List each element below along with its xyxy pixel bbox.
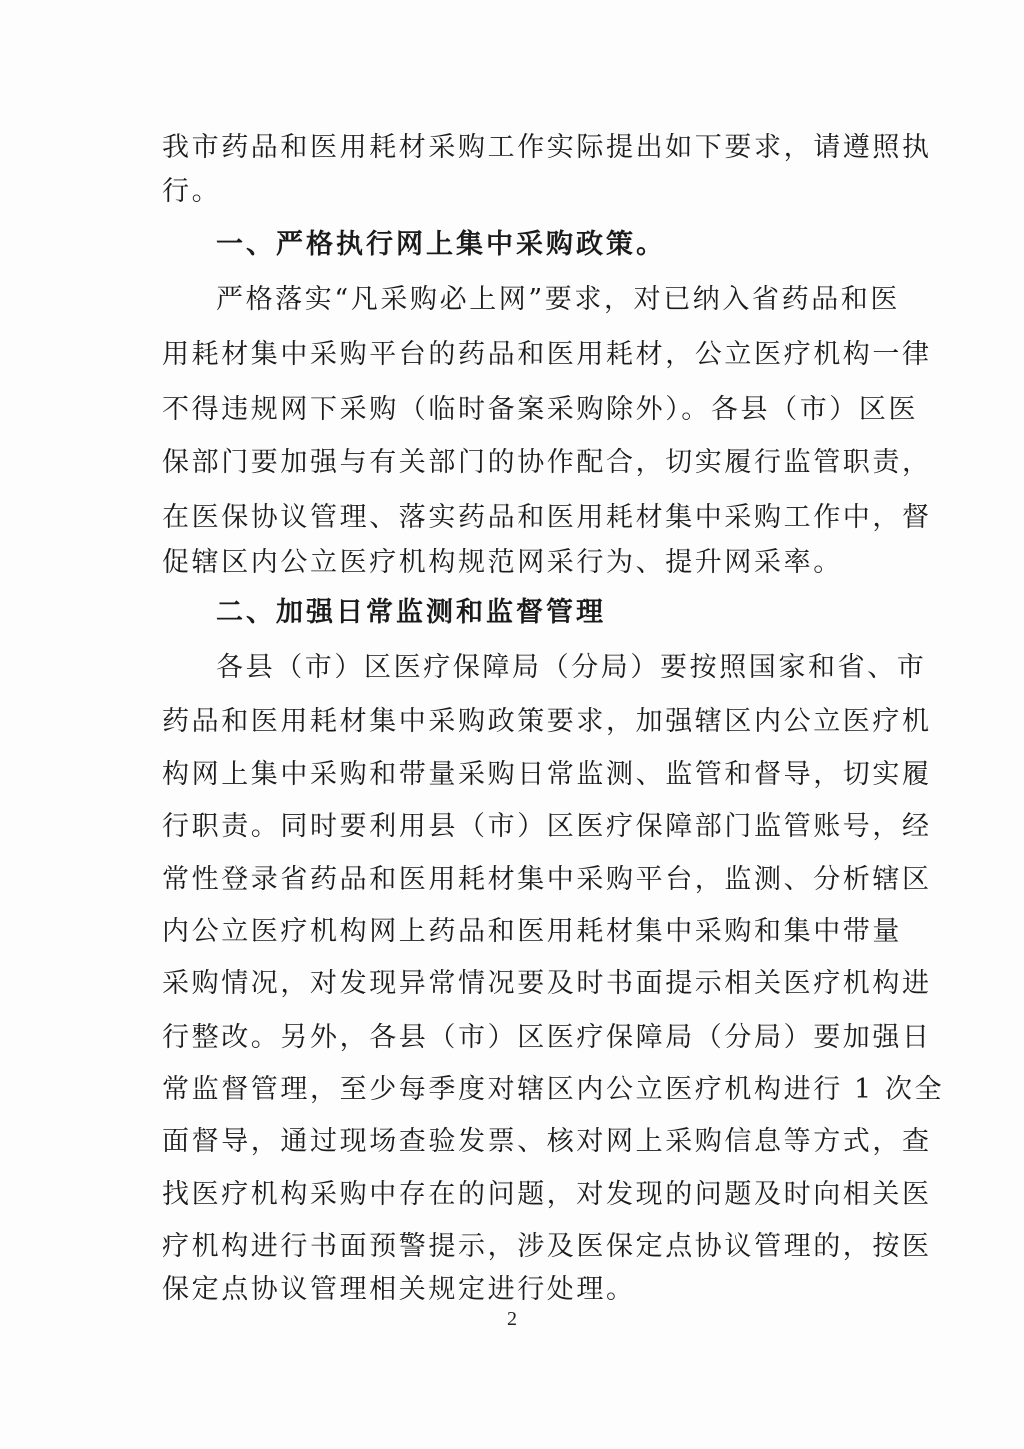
body-text-line: 不得违规网下采购（临时备案采购除外）。各县（市）区医 xyxy=(162,394,919,425)
body-text-line: 行。 xyxy=(162,176,222,207)
body-text-line: 严格落实“凡采购必上网”要求，对已纳入省药品和医 xyxy=(216,284,901,315)
page-number: 2 xyxy=(507,1308,517,1330)
body-text-line: 我市药品和医用耗材采购工作实际提出如下要求，请遵照执 xyxy=(162,132,932,163)
body-text-line: 行整改。另外，各县（市）区医疗保障局（分局）要加强日 xyxy=(162,1022,932,1053)
body-text-line: 促辖区内公立医疗机构规范网采行为、提升网采率。 xyxy=(162,547,843,578)
body-text-line: 内公立医疗机构网上药品和医用耗材集中采购和集中带量 xyxy=(162,916,902,947)
body-text-line: 药品和医用耗材集中采购政策要求，加强辖区内公立医疗机 xyxy=(162,706,932,737)
body-text-line: 在医保协议管理、落实药品和医用耗材集中采购工作中，督 xyxy=(162,502,932,533)
body-text-line: 行职责。同时要利用县（市）区医疗保障部门监管账号，经 xyxy=(162,811,932,842)
body-text-line: 构网上集中采购和带量采购日常监测、监管和督导，切实履 xyxy=(162,759,932,790)
body-text-line: 常性登录省药品和医用耗材集中采购平台，监测、分析辖区 xyxy=(162,864,932,895)
body-text-line: 保部门要加强与有关部门的协作配合，切实履行监管职责， xyxy=(162,447,932,478)
body-text-line: 用耗材集中采购平台的药品和医用耗材，公立医疗机构一律 xyxy=(162,339,932,370)
body-text-line: 保定点协议管理相关规定进行处理。 xyxy=(162,1274,636,1305)
body-text-line: 找医疗机构采购中存在的问题，对发现的问题及时向相关医 xyxy=(162,1179,932,1210)
section-heading-1: 一、严格执行网上集中采购政策。 xyxy=(216,229,666,260)
body-text-line: 疗机构进行书面预警提示，涉及医保定点协议管理的，按医 xyxy=(162,1231,932,1262)
body-text-line: 常监督管理，至少每季度对辖区内公立医疗机构进行 1 次全 xyxy=(162,1074,945,1105)
section-heading-2: 二、加强日常监测和监督管理 xyxy=(216,597,606,628)
body-text-line: 采购情况，对发现异常情况要及时书面提示相关医疗机构进 xyxy=(162,968,932,999)
body-text-line: 面督导，通过现场查验发票、核对网上采购信息等方式，查 xyxy=(162,1126,932,1157)
body-text-line: 各县（市）区医疗保障局（分局）要按照国家和省、市 xyxy=(216,652,927,683)
